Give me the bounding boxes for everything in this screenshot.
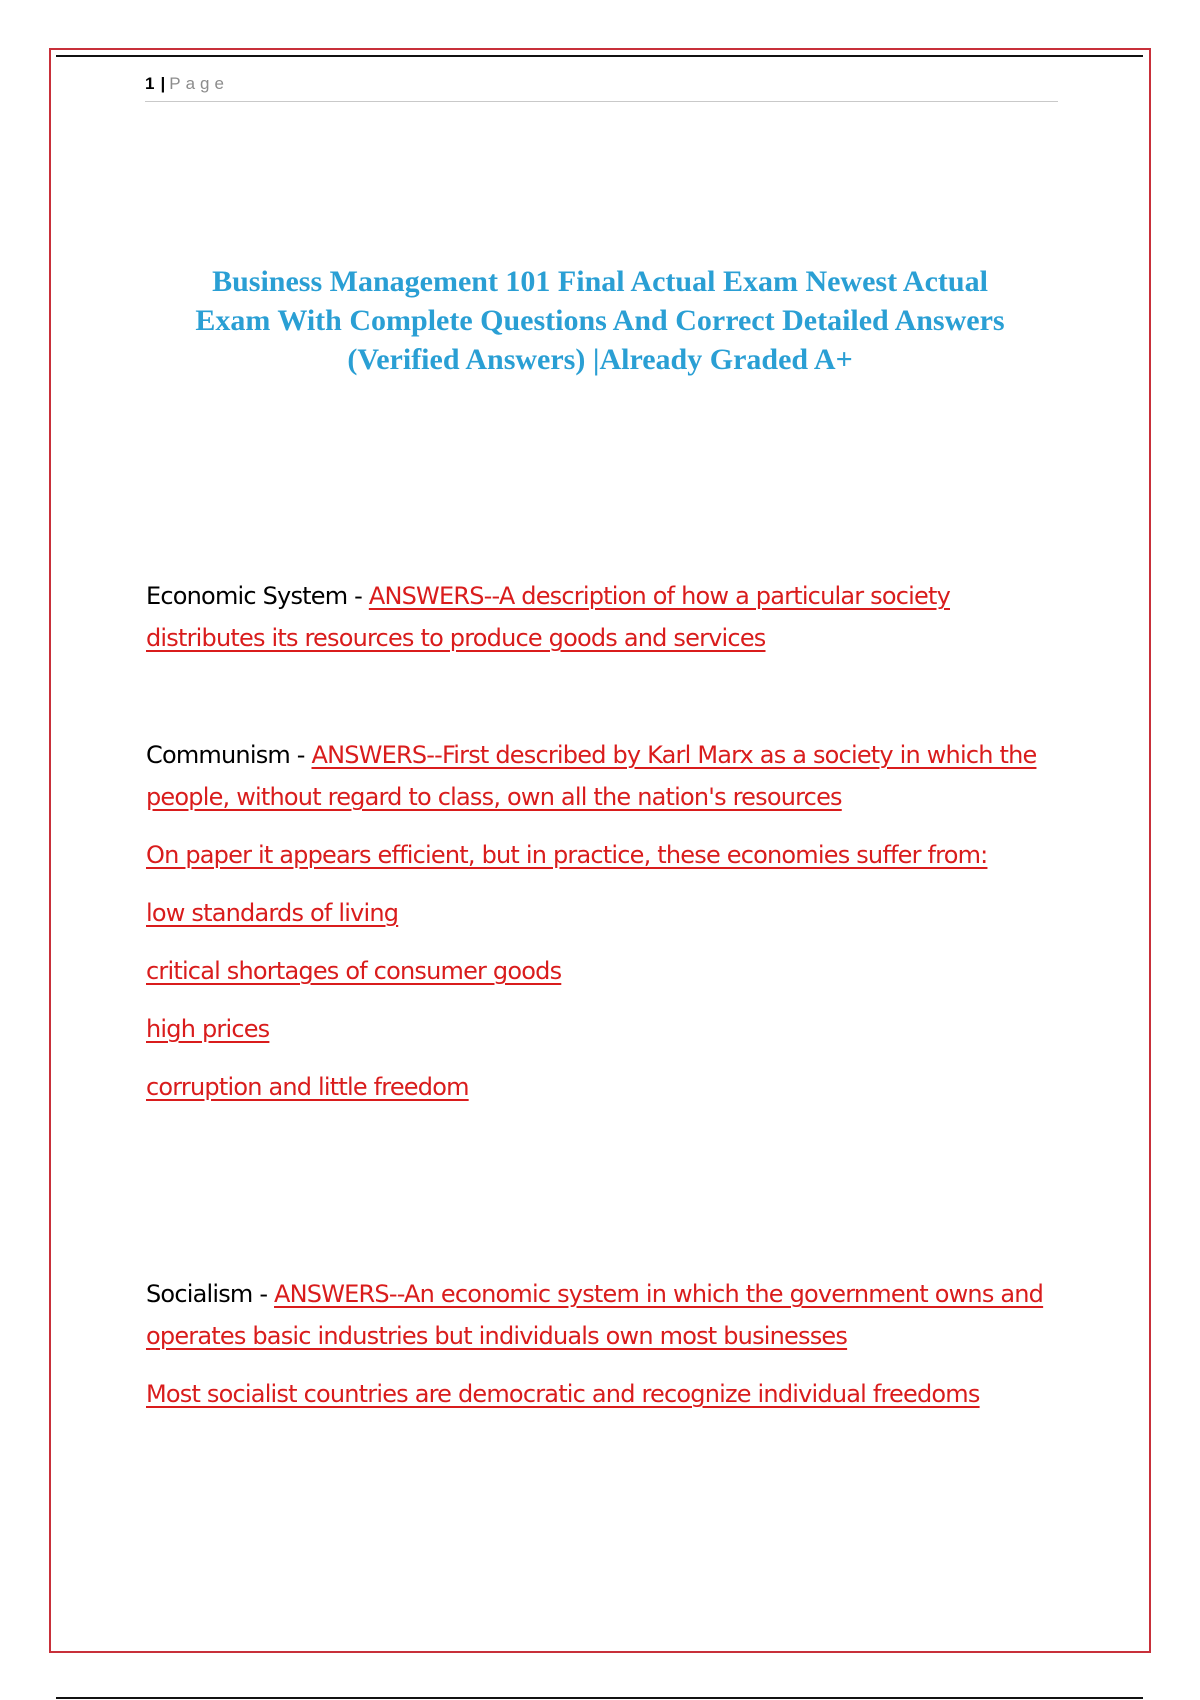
entry-answer: ANSWERS--First described by Karl Marx as a society in which the people, without regard to class, own all the nation's resources (146, 741, 1037, 811)
page-header (145, 72, 1058, 102)
entry-definition (146, 1273, 1066, 1357)
entry-communism (146, 734, 1066, 1108)
entry-definition (146, 734, 1066, 818)
page-number: 1 (145, 74, 155, 93)
entry-socialism (146, 1273, 1066, 1415)
bottom-rule (56, 1697, 1143, 1699)
entry-answer: ANSWERS--A description of how a particular society distributes its resources to produce goods and services (146, 582, 950, 652)
entry-note: critical shortages of consumer goods (146, 957, 562, 985)
entry-term: Socialism - (146, 1280, 275, 1308)
page-word: Page (169, 74, 229, 93)
entry-note: Most socialist countries are democratic and recognize individual freedoms (146, 1380, 980, 1408)
entry-economic-system (146, 575, 1066, 659)
document-title (140, 262, 1060, 379)
entry-note: low standards of living (146, 899, 399, 927)
entry-term: Communism - (146, 741, 312, 769)
page-separator: | (160, 74, 166, 93)
entry-note: corruption and little freedom (146, 1073, 469, 1101)
entry-term: Economic System - (146, 582, 369, 610)
entry-answer: ANSWERS--An economic system in which the government owns and operates basic industries but individuals own most businesses (146, 1280, 1044, 1350)
entry-note: On paper it appears efficient, but in practice, these economies suffer from: (146, 841, 988, 869)
title-line: Business Management 101 Final Actual Exam Newest Actual (212, 265, 988, 298)
top-rule (56, 55, 1143, 57)
entry-note: high prices (146, 1015, 270, 1043)
entry-definition (146, 575, 1066, 659)
title-line: Exam With Complete Questions And Correct Detailed Answers (195, 304, 1005, 337)
title-line: (Verified Answers) |Already Graded A+ (347, 343, 853, 376)
